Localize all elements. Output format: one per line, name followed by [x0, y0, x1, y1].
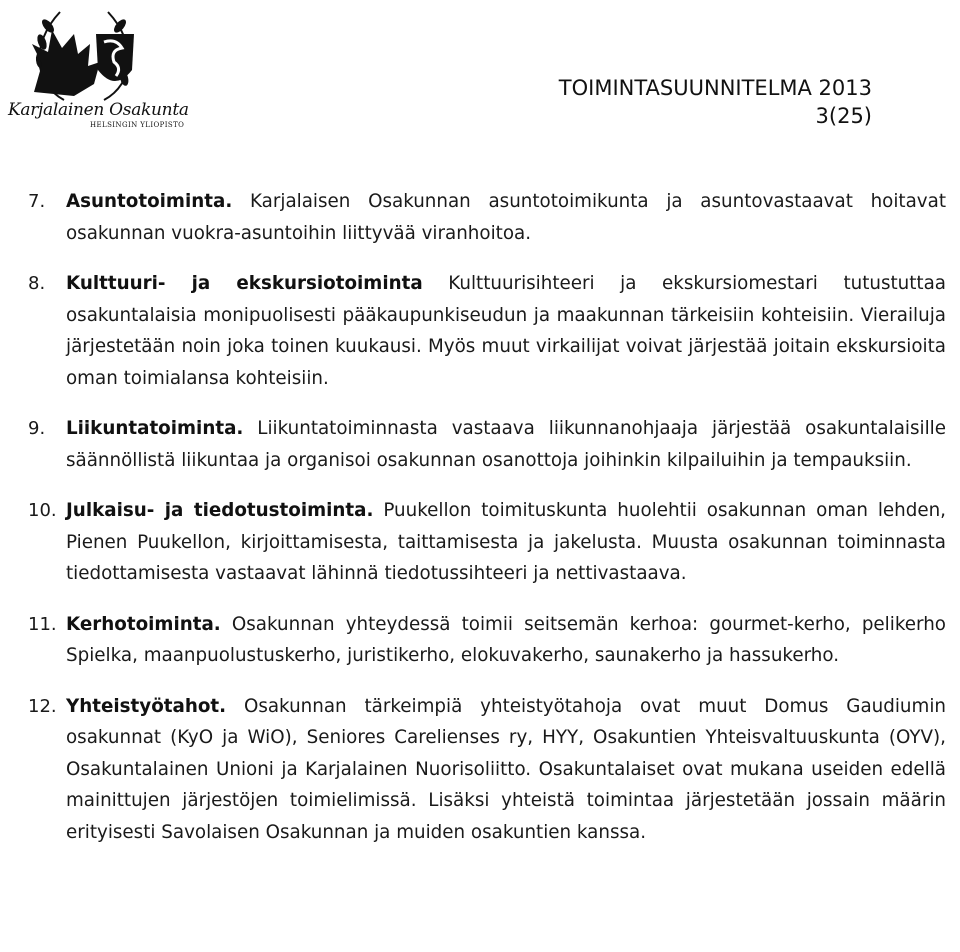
list-item: [28, 186, 946, 249]
logo-subtitle: HELSINGIN YLIOPISTO: [90, 121, 185, 129]
list-item: [28, 495, 946, 590]
item-number: 10.: [28, 500, 57, 521]
item-text: Liikuntatoiminnasta vastaava liikunnanohjaaja järjestää osakuntalaisille säännöllistä liikuntaa ja organisoi osakunnan osanottoja joihinkin kilpailuihin ja tempauksiin.: [66, 418, 946, 471]
list-item: [28, 413, 946, 476]
item-body: [66, 691, 946, 849]
item-number: 11.: [28, 613, 57, 635]
item-heading: Kulttuuri- ja ekskursiotoiminta: [66, 273, 423, 294]
list-item: [28, 691, 946, 849]
item-body: [66, 186, 946, 249]
item-text: Karjalaisen Osakunnan asuntotoimikunta ja asuntovastaavat hoitavat osakunnan vuokra-asuntoihin liittyvää viranhoitoa.: [66, 191, 946, 244]
item-heading: Julkaisu- ja tiedotustoiminta.: [66, 500, 374, 521]
item-text: Osakunnan tärkeimpiä yhteistyötahoja ovat muut Domus Gaudiumin osakunnat (KyO ja WiO), Seniores Carelienses ry, HYY, Osakuntien Yhteisvaltuuskunta (OYV), Osakuntalainen Unioni ja Karjalainen Nuorisoliitto. Osakuntalaiset ovat mukana useiden edellä mainittujen järjestöjen toimielimissä. Lisäksi yhteistä toimintaa järjestetään jossain määrin erityisesti Savolaisen Osakunnan ja muiden osakuntien kanssa.: [66, 695, 946, 843]
item-number: 7.: [28, 191, 46, 212]
item-body: [66, 609, 946, 672]
item-text: Puukellon toimituskunta huolehtii osakunnan oman lehden, Pienen Puukellon, kirjoittamisesta, taittamisesta ja jakelusta. Muusta osakunnan toiminnasta tiedottamisesta vastaavat lähinnä tiedotussihteeri ja nettivastaava.: [66, 500, 946, 584]
list-item: [28, 609, 946, 672]
document-body: [28, 186, 946, 867]
item-body: [66, 268, 946, 394]
organization-logo: [4, 4, 189, 134]
logo-script-text: Karjalainen Osakunta: [8, 100, 189, 120]
item-heading: Kerhotoiminta.: [66, 613, 221, 635]
document-title: TOIMINTASUUNNITELMA 2013: [558, 76, 872, 100]
item-heading: Asuntotoiminta.: [66, 191, 233, 212]
page-header: [559, 74, 872, 130]
item-heading: Liikuntatoiminta.: [66, 418, 244, 439]
item-body: [66, 413, 946, 476]
item-text: Kulttuurisihteeri ja ekskursiomestari tutustuttaa osakuntalaisia monipuolisesti pääkaupunkiseudun ja maakunnan tärkeisiin kohteisiin. Vierailuja järjestetään noin joka toinen kuukausi. Myös muut virkailijat voivat järjestää joitain ekskursioita oman toimialansa kohteisiin.: [66, 273, 946, 389]
item-number: 9.: [28, 418, 46, 439]
item-heading: Yhteistyötahot.: [66, 695, 227, 717]
item-number: 8.: [28, 273, 46, 294]
list-item: [28, 268, 946, 394]
item-number: 12.: [28, 695, 57, 717]
item-body: [66, 495, 946, 590]
item-text: Osakunnan yhteydessä toimii seitsemän kerhoa: gourmet-kerho, pelikerho Spielka, maanpuolustuskerho, juristikerho, elokuvakerho, saunakerho ja hassukerho.: [66, 613, 946, 666]
page-number: 3(25): [815, 104, 872, 128]
wolf-emblem-icon: [4, 4, 164, 104]
